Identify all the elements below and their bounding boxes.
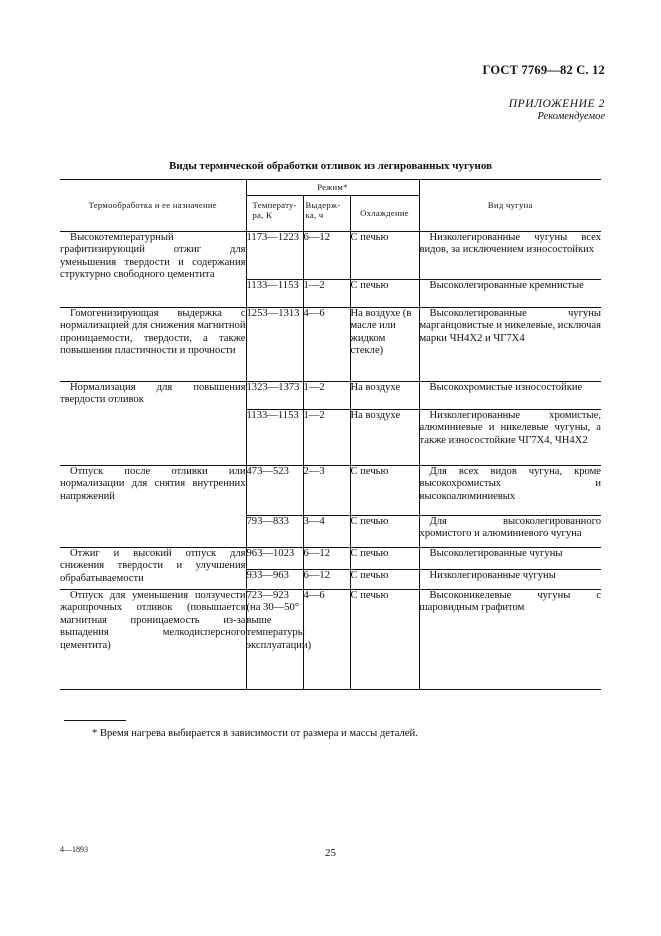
table-body	[60, 231, 601, 689]
print-code: 4—1893	[60, 845, 88, 854]
treatment-cell: Гомогенизирующая выдержка с нормализацией для снижения магнитной проницаемости, твердости, а также повышения пластичности и прочности	[60, 307, 246, 381]
table-row	[60, 381, 601, 409]
temperature-cell: 1133—1153	[246, 409, 303, 465]
header-temperature: Температу-ра, К	[246, 195, 303, 231]
temperature-cell: 963—1023	[246, 547, 303, 569]
page-number: 25	[325, 847, 336, 859]
holding-time-cell: 3—4	[303, 515, 350, 547]
cast-iron-type-cell: Для высоколегированного хромистого и алюминиевого чугуна	[419, 515, 601, 547]
appendix-label: ПРИЛОЖЕНИЕ 2	[508, 98, 605, 110]
document-code: ГОСТ 7769—82 С. 12	[482, 63, 605, 77]
holding-time-cell: 2—3	[303, 465, 350, 515]
cast-iron-type-cell: Для всех видов чугуна, кроме высокохромистых и высокоалюминиевых	[419, 465, 601, 515]
cast-iron-type-cell: Низколегированные чугуны всех видов, за исключением износостойких	[419, 231, 601, 279]
cast-iron-type-cell: Высоколегированные чугуны марганцовистые и никелевые, исключая марки ЧН4Х2 и ЧГ7Х4	[419, 307, 601, 381]
table-row	[60, 589, 601, 689]
table-row	[60, 465, 601, 515]
cooling-cell: С печью	[350, 279, 419, 307]
holding-time-cell: 6—12	[303, 547, 350, 569]
cooling-cell: На воздухе	[350, 381, 419, 409]
cast-iron-type-cell: Высоколегированные чугуны	[419, 547, 601, 569]
treatment-cell: Высокотемпературный графитизирующий отжиг для уменьшения твердости и содержания структурно свободного цементита	[60, 231, 246, 307]
temperature-cell: 1133—1153	[246, 279, 303, 307]
table-row	[60, 547, 601, 569]
holding-time-cell: 4—6	[303, 307, 350, 381]
temperature-cell: 933—963	[246, 569, 303, 589]
temperature-cell: 1323—1373	[246, 381, 303, 409]
table-row	[60, 307, 601, 381]
header-holding-time: Выдерж-ка, ч	[303, 195, 350, 231]
cast-iron-type-cell: Низколегированные чугуны	[419, 569, 601, 589]
cooling-cell: С печью	[350, 569, 419, 589]
cooling-cell: На воздухе	[350, 409, 419, 465]
header-cooling: Охлаждение	[350, 195, 419, 231]
temperature-cell: 473—523	[246, 465, 303, 515]
cooling-cell: С печью	[350, 589, 419, 689]
holding-time-cell: 1—2	[303, 279, 350, 307]
treatment-cell: Отпуск для уменьшения ползучести жаропрочных отливок (повышается магнитная проницаемость из-за выпадения мелкодисперсного цементита)	[60, 589, 246, 689]
temperature-cell: 1173—1223	[246, 231, 303, 279]
header-treatment: Термообработка и ее назначение	[60, 180, 246, 232]
holding-time-cell: 4—6	[303, 589, 350, 689]
cooling-cell: С печью	[350, 547, 419, 569]
cast-iron-type-cell: Высокохромистые износостойкие	[419, 381, 601, 409]
treatment-cell: Отпуск после отливки или нормализации для снятия внутренних напряжений	[60, 465, 246, 547]
appendix-note: Рекомендуемое	[537, 111, 605, 122]
holding-time-cell: 6—12	[303, 569, 350, 589]
holding-time-cell: 1—2	[303, 409, 350, 465]
table-title: Виды термической обработки отливок из легированных чугунов	[168, 160, 493, 172]
table-row	[60, 231, 601, 279]
cooling-cell: С печью	[350, 515, 419, 547]
cooling-cell: С печью	[350, 465, 419, 515]
temperature-cell: 723—923 (на 30—50° выше температуры эксплуатации)	[246, 589, 303, 689]
temperature-cell: 793—833	[246, 515, 303, 547]
footnote: * Время нагрева выбирается в зависимости от размера и массы деталей.	[92, 728, 418, 739]
heat-treatment-table	[60, 179, 601, 690]
treatment-cell: Нормализация для повышения твердости отливок	[60, 381, 246, 465]
treatment-cell: Отжиг и высокий отпуск для снижения твердости и улучшения обрабатываемости	[60, 547, 246, 589]
cast-iron-type-cell: Высоконикелевые чугуны с шаровидным графитом	[419, 589, 601, 689]
holding-time-cell: 6—12	[303, 231, 350, 279]
header-cast-iron-type: Вид чугуна	[419, 180, 601, 232]
cooling-cell: На воздухе (в масле или жидком стекле)	[350, 307, 419, 381]
footnote-divider	[64, 720, 126, 721]
temperature-cell: 1253—1313	[246, 307, 303, 381]
cooling-cell: С печью	[350, 231, 419, 279]
cast-iron-type-cell: Низколегированные хромистые, алюминиевые и никелевые чугуны, а также износостойкие ЧГ7Х4, ЧН4Х2	[419, 409, 601, 465]
holding-time-cell: 1—2	[303, 381, 350, 409]
header-mode: Режим*	[246, 180, 419, 196]
cast-iron-type-cell: Высоколегированные кремнистые	[419, 279, 601, 307]
